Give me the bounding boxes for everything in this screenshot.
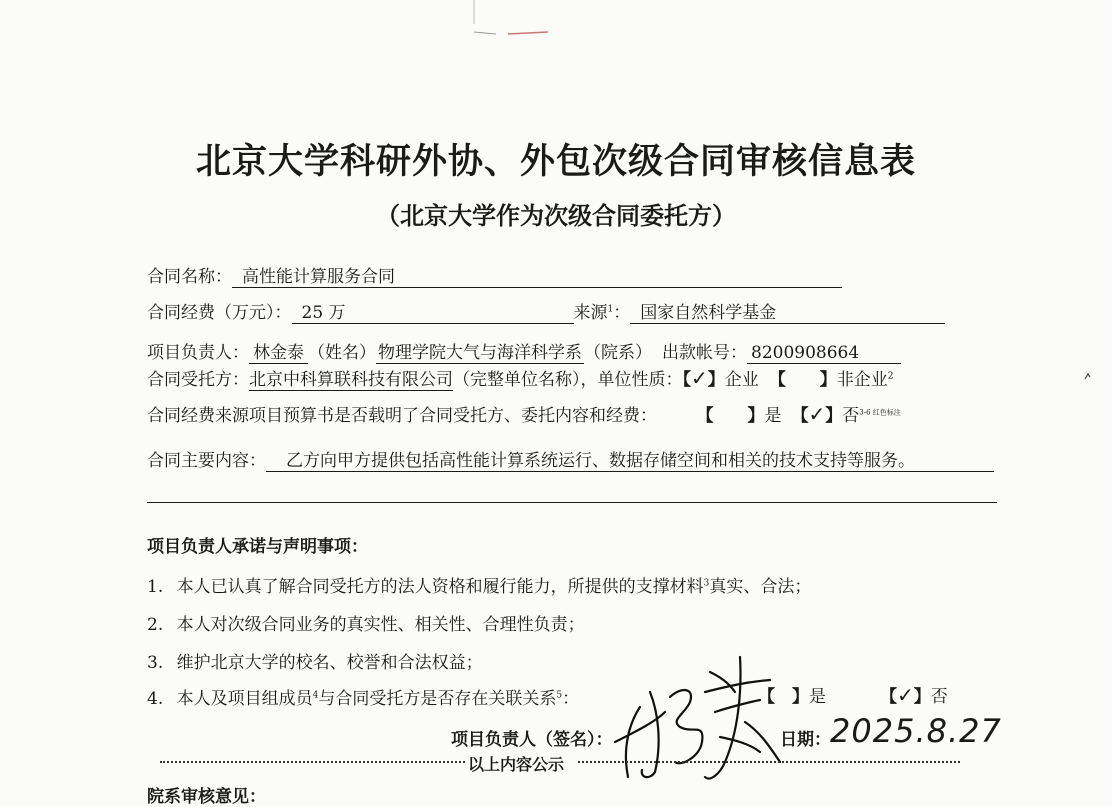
- signature-label: 项目负责人（签名）：: [451, 730, 613, 750]
- declaration-item-4: [147, 684, 579, 709]
- notice-dotted-right: [578, 761, 960, 763]
- budget-no-box-close: 】: [825, 406, 843, 426]
- declaration-item-number: 3.: [147, 653, 164, 673]
- declaration-item-1: [147, 572, 811, 597]
- contract-fee-row: [147, 298, 945, 324]
- related-no-box-close: 】: [913, 687, 931, 707]
- fee-source-note: 1: [607, 304, 614, 315]
- public-notice-label: 以上内容公示: [468, 755, 565, 774]
- declaration-item-number: 1.: [147, 577, 164, 597]
- leader-name-suffix: （姓名）: [308, 343, 376, 363]
- contract-fee-value: 25 万: [292, 303, 574, 324]
- related-no-box-open: 【: [880, 687, 897, 707]
- handwritten-signature: [610, 652, 790, 787]
- related-yes-box: 【 】: [758, 687, 809, 707]
- trustee-row: [147, 365, 894, 390]
- contract-name-value: 高性能计算服务合同: [232, 267, 842, 288]
- declaration-item-number: 2.: [147, 615, 164, 635]
- declaration-item-note: 4: [312, 690, 319, 701]
- declaration-item-2: [147, 610, 585, 635]
- trustee-value: 北京中科算联科技有限公司: [249, 370, 453, 390]
- declaration-item-number: 4.: [147, 689, 164, 709]
- related-no-option: [880, 682, 948, 707]
- dept-review-label: 院系审核意见：: [147, 787, 266, 807]
- account-label: 出款帐号：: [662, 343, 747, 363]
- project-leader-row: [147, 338, 901, 364]
- declaration-item-3: [147, 648, 483, 673]
- scan-edge-mark: [468, 0, 558, 40]
- scan-speck: [1084, 372, 1092, 380]
- budget-no-box-open: 【: [791, 406, 809, 426]
- contract-name-row: [147, 262, 842, 288]
- declaration-item-note: 3: [703, 578, 710, 589]
- contract-name-label: 合同名称：: [147, 267, 232, 287]
- trustee-label: 合同受托方：: [147, 370, 249, 390]
- declaration-item-note-2: 5: [556, 690, 563, 701]
- leader-name: 林金泰: [249, 343, 308, 364]
- declaration-item-text: 维护北京大学的校名、校誉和合法权益；: [176, 653, 483, 673]
- related-no-label: 否: [930, 687, 948, 707]
- account-value: 8200908664: [747, 343, 901, 364]
- declaration-item-tail: 与合同受托方是否存在关联关系: [318, 689, 557, 709]
- related-no-check-icon: ✓: [897, 683, 914, 707]
- main-content-label: 合同主要内容：: [147, 451, 266, 471]
- budget-yes-box: 【 】: [705, 406, 765, 426]
- handwritten-date: 2025.8.27: [830, 712, 1002, 750]
- main-content-row: [147, 446, 994, 472]
- trustee-suffix: （完整单位名称），单位性质：: [453, 370, 683, 390]
- declaration-heading: 项目负责人承诺与声明事项：: [147, 537, 368, 557]
- fee-source-value: 国家自然科学基金: [630, 303, 945, 324]
- leader-dept: 物理学院大气与海洋科学系: [378, 343, 582, 363]
- fee-source-label: 来源: [573, 303, 608, 323]
- declaration-item-text: 本人已认真了解合同受托方的法人资格和履行能力，所提供的支撑材料: [176, 577, 704, 597]
- leader-label: 项目负责人：: [147, 343, 249, 363]
- non-enterprise-label: 非企业: [836, 370, 888, 390]
- fee-source-colon: ：: [613, 303, 631, 323]
- budget-question-row: [147, 401, 901, 426]
- enterprise-check-icon: ✓: [691, 366, 708, 390]
- trustee-note: 2: [887, 371, 894, 382]
- main-content-continuation-line: [147, 502, 997, 503]
- non-enterprise-box: 【 】: [768, 370, 837, 390]
- form-subtitle: （北京大学作为次级合同委托方）: [376, 201, 736, 230]
- form-title: 北京大学科研外协、外包次级合同审核信息表: [195, 141, 916, 182]
- leader-dept-suffix: （院系）: [584, 343, 652, 363]
- declaration-item-text: 本人对次级合同业务的真实性、相关性、合理性负责；: [176, 615, 585, 635]
- enterprise-box-close: 】: [707, 370, 725, 390]
- contract-fee-label: 合同经费（万元）：: [147, 303, 292, 323]
- notice-dotted-left: [160, 761, 465, 763]
- declaration-item-text: 本人及项目组成员: [176, 689, 313, 709]
- enterprise-label: 企业: [724, 370, 759, 390]
- budget-no-label: 否: [842, 406, 860, 426]
- declaration-item-colon: ：: [562, 689, 580, 709]
- budget-yes-label: 是: [764, 406, 782, 426]
- enterprise-box-open: 【: [682, 370, 691, 390]
- budget-note: 3-6 红色标注: [859, 408, 901, 417]
- budget-no-check-icon: ✓: [808, 402, 826, 426]
- related-yes-label: 是: [809, 687, 826, 707]
- declaration-item-tail: 真实、合法；: [709, 577, 812, 597]
- date-label: 日期：: [780, 730, 831, 750]
- budget-question-label: 合同经费来源项目预算书是否载明了合同受托方、委托内容和经费：: [147, 406, 657, 426]
- main-content-value: 乙方向甲方提供包括高性能计算系统运行、数据存储空间和相关的技术支持等服务。: [266, 451, 994, 472]
